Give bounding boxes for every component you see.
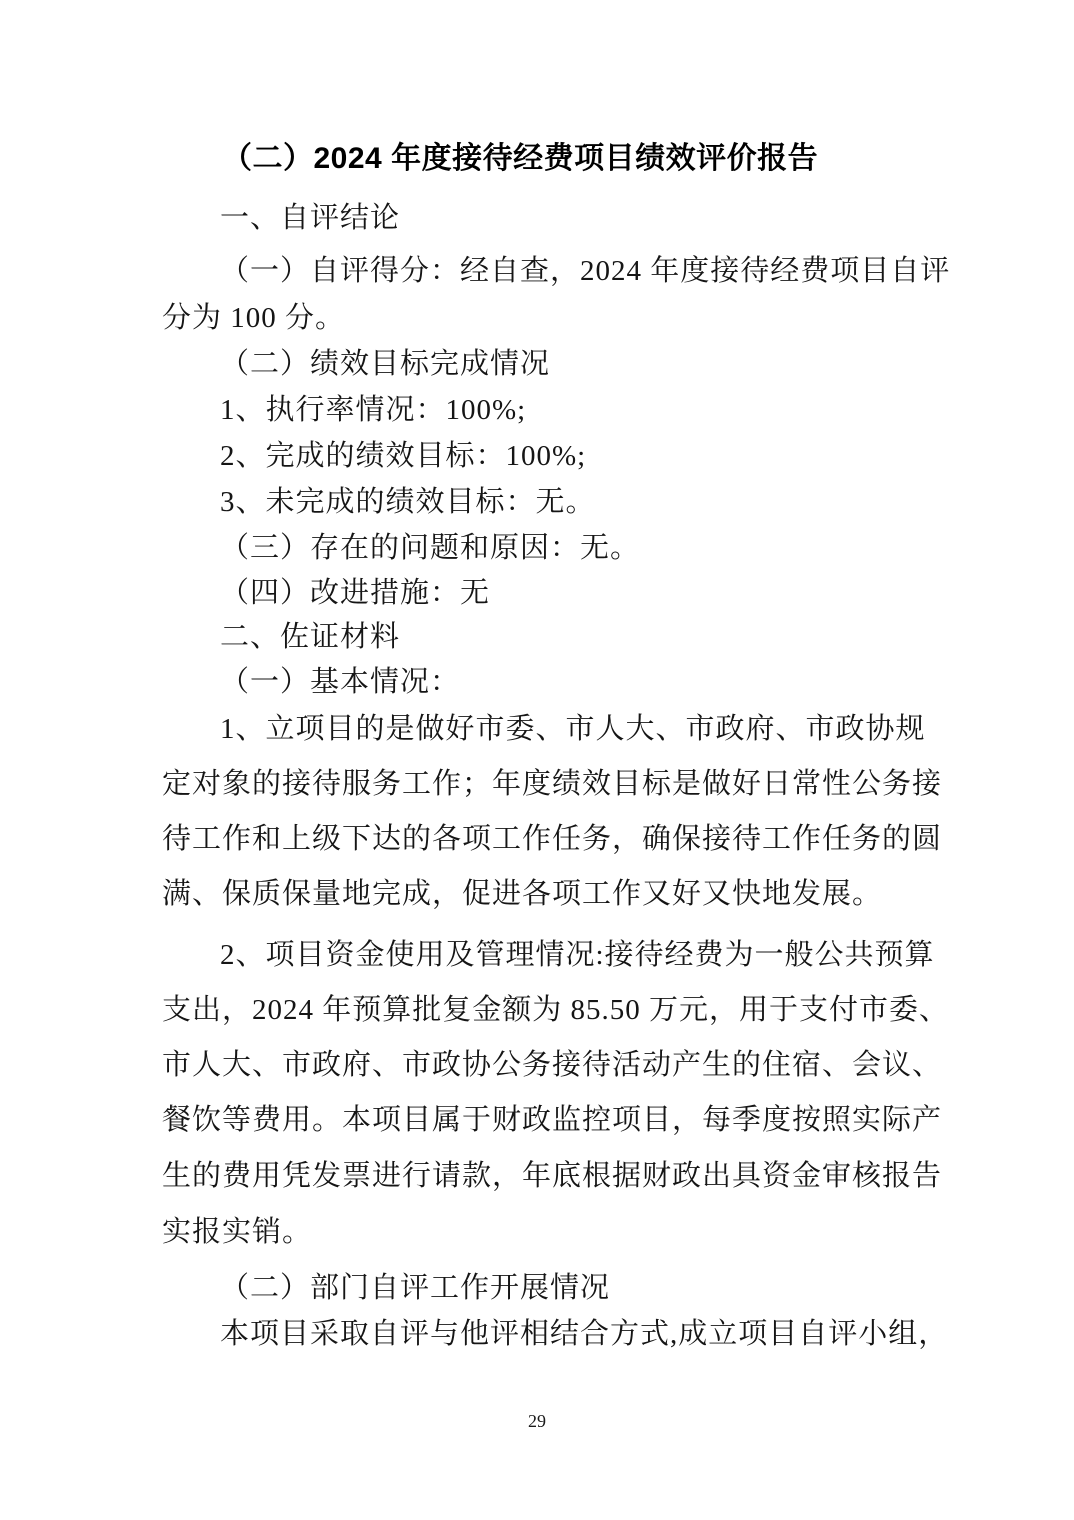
- funds-paragraph-line: 生的费用凭发票进行请款，年底根据财政出具资金审核报告: [162, 1160, 943, 1192]
- goal-item-completed-goals: 2、完成的绩效目标：100%;: [220, 440, 587, 472]
- self-score-line-1: （一）自评得分：经自查，2024 年度接待经费项目自评: [220, 255, 951, 287]
- funds-paragraph-line: 实报实销。: [162, 1216, 313, 1248]
- problems-heading: （三）存在的问题和原因：无。: [220, 532, 641, 564]
- funds-paragraph-line: 支出，2024 年预算批复金额为 85.50 万元，用于支付市委、: [162, 994, 950, 1026]
- section-2-heading: 二、佐证材料: [220, 621, 401, 653]
- dept-self-eval-heading: （二）部门自评工作开展情况: [220, 1272, 611, 1304]
- basic-info-paragraph-line: 满、保质保量地完成，促进各项工作又好又快地发展。: [162, 878, 883, 910]
- goal-item-execution-rate: 1、执行率情况：100%;: [220, 394, 527, 426]
- basic-info-paragraph-line: 1、立项目的是做好市委、市人大、市政府、市政协规: [220, 713, 926, 745]
- basic-info-heading: （一）基本情况：: [220, 666, 461, 698]
- basic-info-paragraph-line: 定对象的接待服务工作；年度绩效目标是做好日常性公务接: [162, 768, 943, 800]
- page-number: 29: [528, 1411, 546, 1431]
- dept-self-eval-paragraph-line: 本项目采取自评与他评相结合方式,成立项目自评小组，: [220, 1318, 949, 1350]
- funds-paragraph-line: 市人大、市政府、市政协公务接待活动产生的住宿、会议、: [162, 1049, 943, 1081]
- self-score-line-2: 分为 100 分。: [162, 302, 346, 334]
- improvements-heading: （四）改进措施：无: [220, 577, 491, 609]
- basic-info-paragraph-line: 待工作和上级下达的各项工作任务，确保接待工作任务的圆: [162, 823, 943, 855]
- section-1-heading: 一、自评结论: [220, 202, 401, 234]
- goal-item-uncompleted-goals: 3、未完成的绩效目标：无。: [220, 486, 596, 518]
- funds-paragraph-line: 2、项目资金使用及管理情况:接待经费为一般公共预算: [220, 939, 935, 971]
- funds-paragraph-line: 餐饮等费用。本项目属于财政监控项目，每季度按照实际产: [162, 1104, 943, 1136]
- goal-completion-heading: （二）绩效目标完成情况: [220, 348, 551, 380]
- report-title: （二）2024 年度接待经费项目绩效评价报告: [222, 142, 819, 175]
